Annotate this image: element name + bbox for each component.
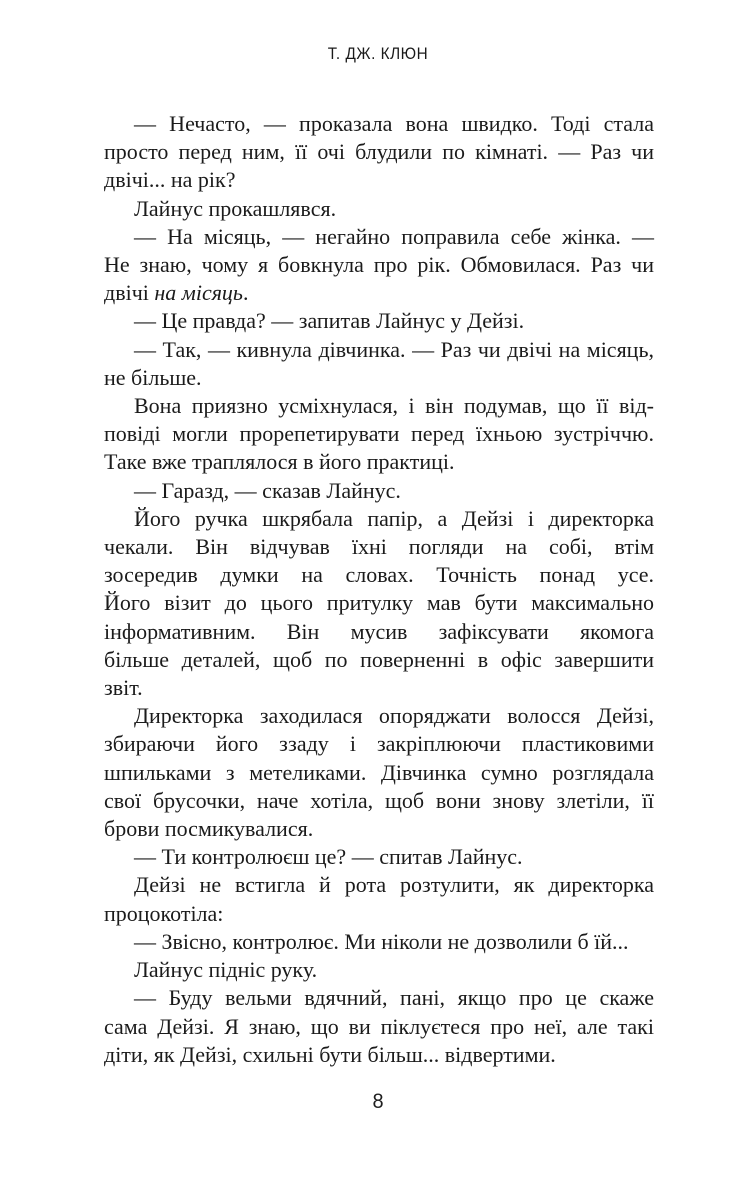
text-line: повіді могли прорепетирувати перед їхньою зустріччю. bbox=[104, 421, 654, 447]
plain-text: . bbox=[242, 280, 249, 306]
text-line: — Звісно, контролює. Ми ніколи не дозволили б їй... bbox=[134, 928, 629, 954]
text-line: Лайнус підніс руку. bbox=[134, 957, 318, 983]
text-line: діти, як Дейзі, схильні бути більш... відвертими. bbox=[104, 1041, 556, 1067]
text-line: свої брусочки, наче хотіла, щоб вони знову злетіли, її bbox=[104, 787, 654, 813]
text-line: Не знаю, чому я бовкнула про рік. Обмовилася. Раз чи bbox=[104, 252, 654, 278]
text-line: Директорка заходилася опоряджати волосся Дейзі, bbox=[134, 703, 654, 729]
text-line: двічі... на рік? bbox=[104, 167, 236, 193]
paragraph bbox=[104, 702, 654, 843]
text-line: процокотіла: bbox=[104, 900, 224, 926]
text-line: — Так, — кивнула дівчинка. — Раз чи двічі на місяць, bbox=[134, 336, 654, 362]
text-line: Його візит до цього притулку мав бути максимально bbox=[104, 590, 654, 616]
text-line: — Ти контролюєш це? — спитав Лайнус. bbox=[134, 844, 523, 870]
text-line: — Буду вельми вдячний, пані, якщо про це скаже bbox=[134, 985, 654, 1011]
paragraph bbox=[104, 195, 654, 223]
text-line: чекали. Він відчував їхні погляди на собі, втім bbox=[104, 534, 654, 560]
page-number: 8 bbox=[372, 1090, 384, 1113]
text-line: сама Дейзі. Я знаю, що ви піклуєтеся про неї, але такі bbox=[104, 1013, 654, 1039]
text-line: Таке вже траплялося в його практиці. bbox=[104, 449, 455, 475]
paragraph bbox=[104, 336, 654, 392]
paragraph bbox=[104, 110, 654, 195]
paragraph bbox=[104, 392, 654, 477]
text-line: збираючи його ззаду і закріплюючи пластиковими bbox=[104, 731, 654, 757]
paragraph bbox=[104, 505, 654, 702]
text-line: — Нечасто, — проказала вона швидко. Тоді стала bbox=[134, 111, 654, 136]
text-line: Його ручка шкрябала папір, а Дейзі і директорка bbox=[134, 505, 654, 531]
paragraph bbox=[104, 928, 654, 956]
text-line: інформативним. Він мусив зафіксувати якомога bbox=[104, 618, 654, 644]
text-line: Дейзі не встигла й рота розтулити, як директорка bbox=[134, 872, 654, 898]
paragraph bbox=[104, 477, 654, 505]
text-line: — На місяць, — негайно поправила себе жінка. — bbox=[134, 223, 654, 249]
running-header: Т. ДЖ. КЛЮН bbox=[327, 44, 429, 63]
text-line: звіт. bbox=[104, 675, 143, 701]
paragraph bbox=[104, 223, 654, 308]
text-line: більше деталей, щоб по поверненні в офіс завершити bbox=[104, 646, 654, 672]
plain-text: двічі bbox=[104, 280, 155, 306]
paragraph bbox=[104, 843, 654, 871]
text-line: шпильками з метеликами. Дівчинка сумно розглядала bbox=[104, 759, 654, 785]
text-line: просто перед ним, її очі блудили по кімнаті. — Раз чи bbox=[104, 139, 654, 165]
italic-text: на місяць bbox=[154, 280, 243, 306]
text-line: не більше. bbox=[104, 364, 202, 390]
text-line bbox=[104, 279, 654, 307]
text-line: Лайнус прокашлявся. bbox=[134, 195, 337, 221]
paragraph bbox=[104, 984, 654, 1069]
body-text bbox=[104, 110, 654, 1069]
text-line: Вона приязно усміхнулася, і він подумав, що її від- bbox=[134, 393, 654, 419]
text-line: — Це правда? — запитав Лайнус у Дейзі. bbox=[134, 308, 525, 334]
text-line: брови посмикувалися. bbox=[104, 816, 314, 842]
paragraph bbox=[104, 871, 654, 927]
text-line: — Гаразд, — сказав Лайнус. bbox=[134, 477, 401, 503]
paragraph bbox=[104, 307, 654, 335]
paragraph bbox=[104, 956, 654, 984]
text-line: зосередив думки на словах. Точність понад усе. bbox=[104, 562, 654, 588]
